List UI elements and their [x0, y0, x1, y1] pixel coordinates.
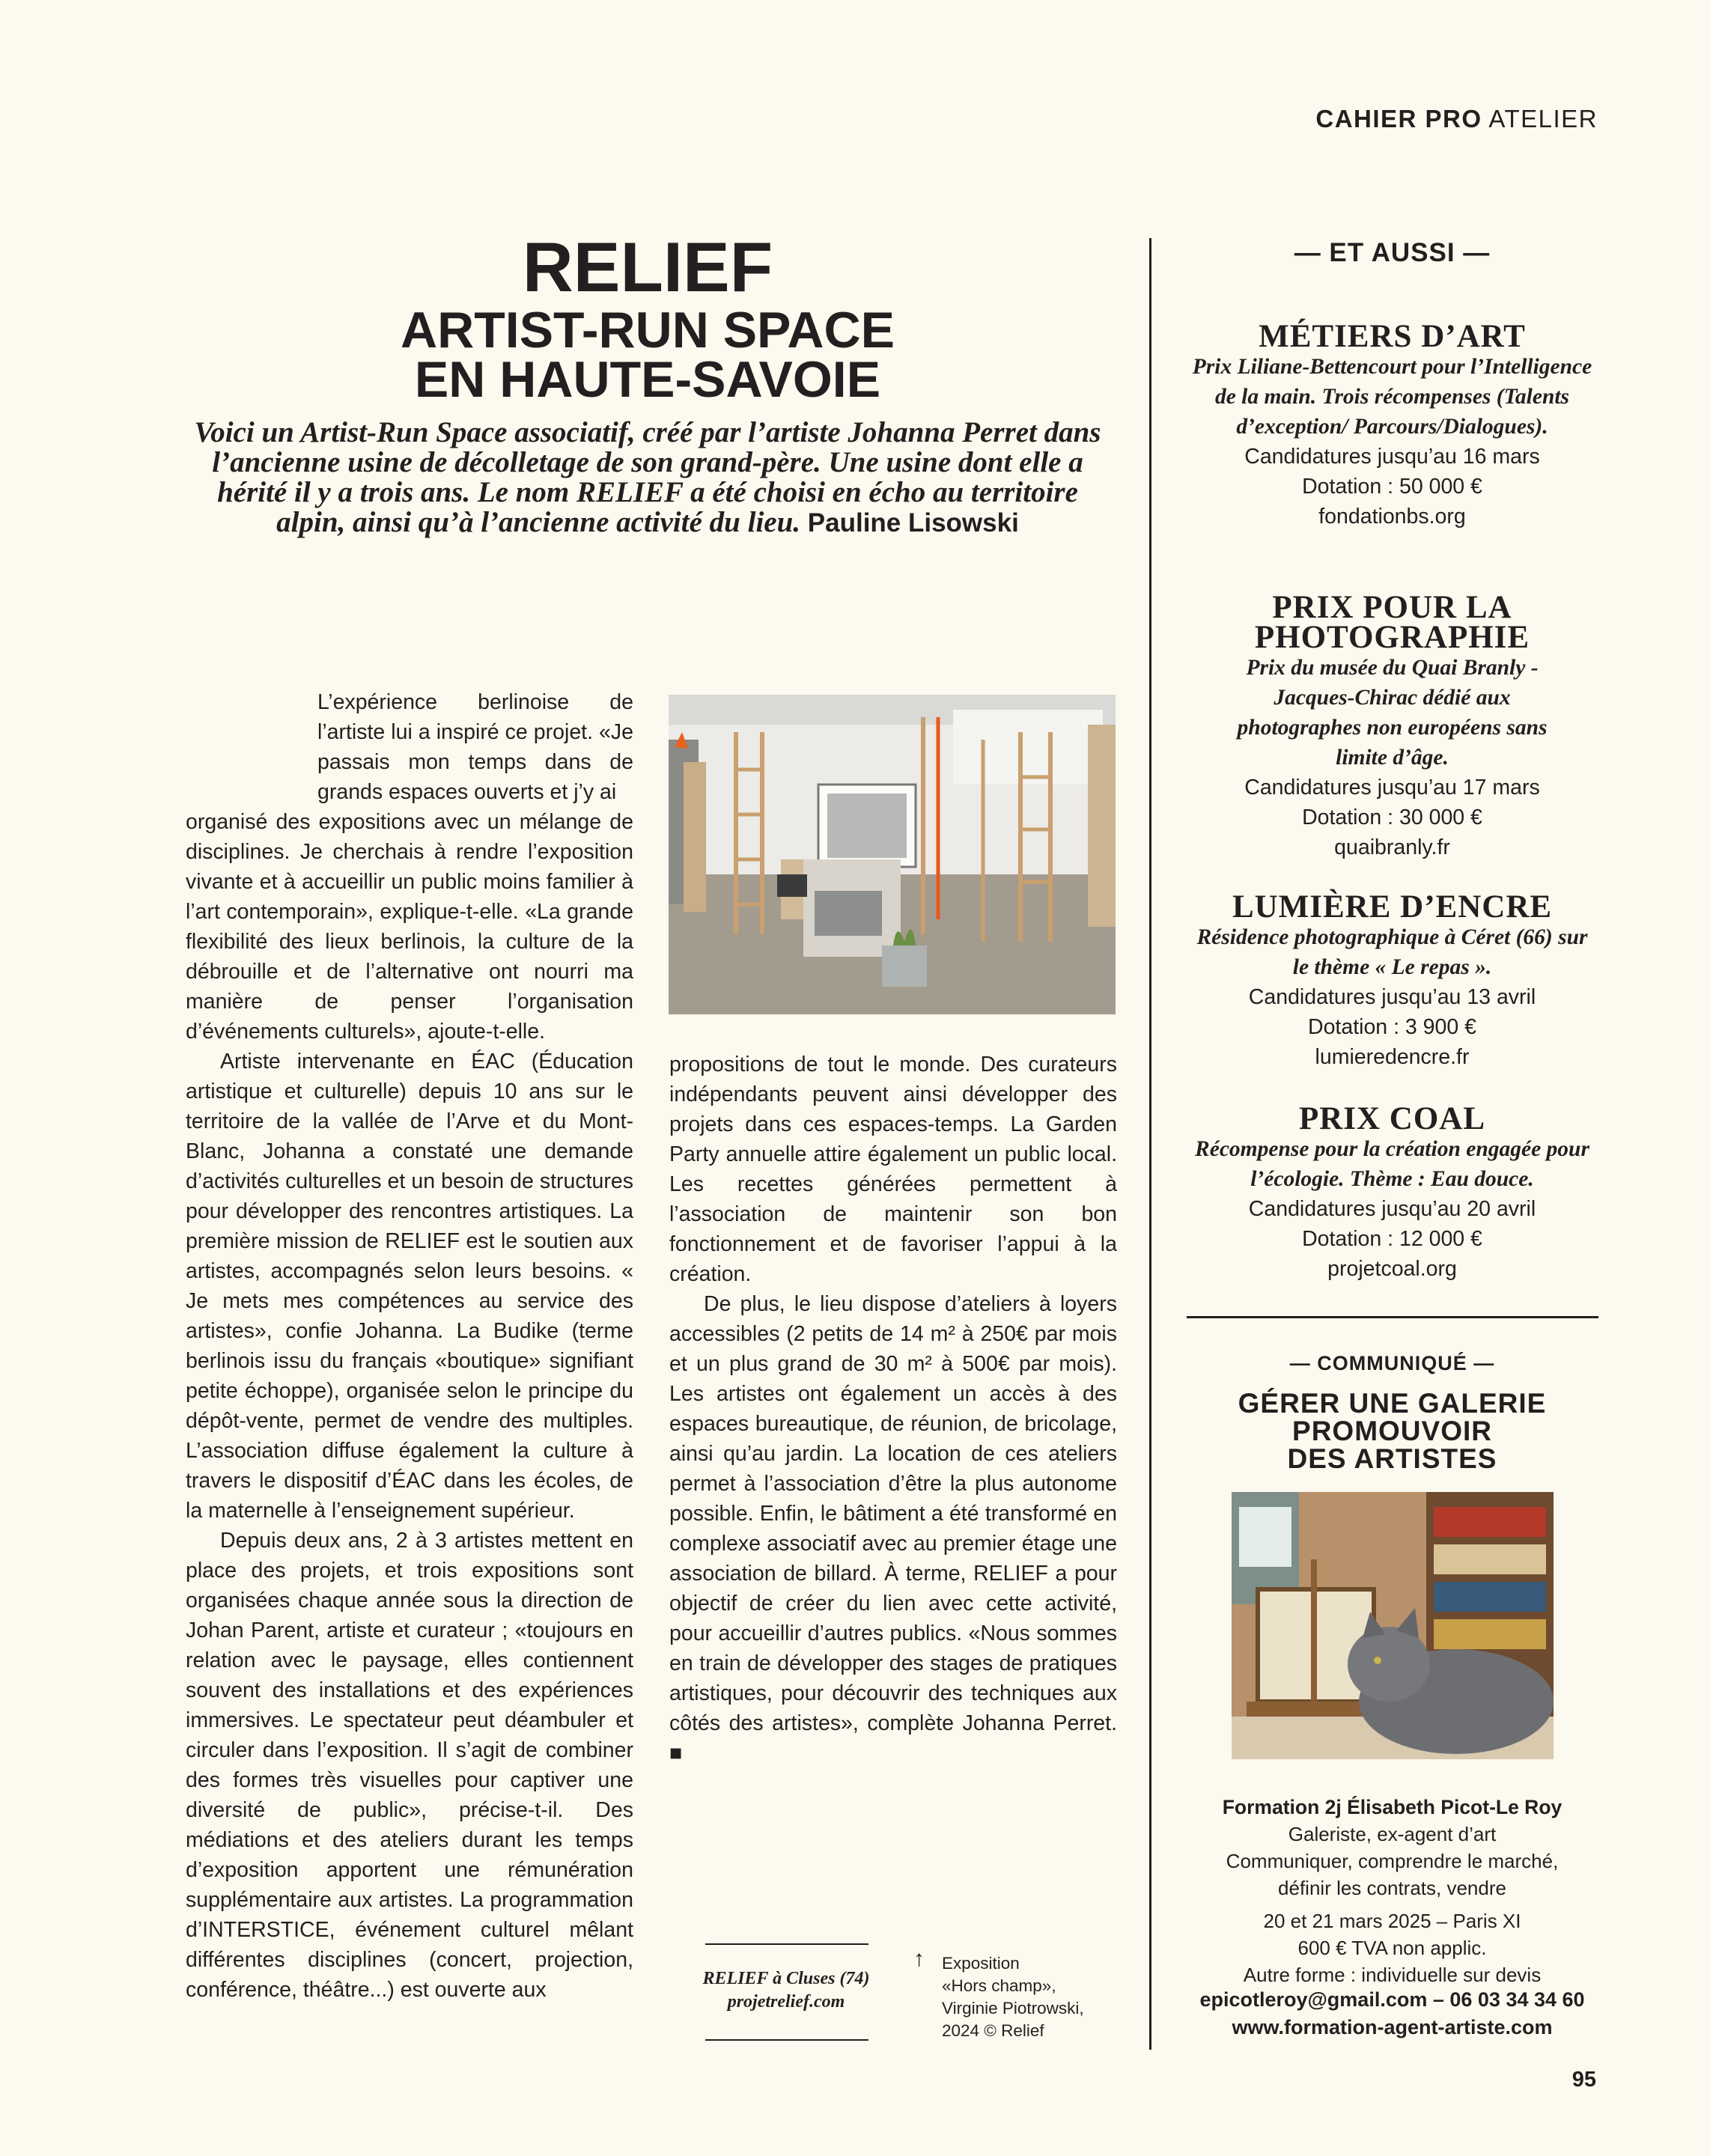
info-rule-bottom [705, 2039, 868, 2041]
sidebar-item-prize: Dotation : 30 000 € [1302, 806, 1482, 829]
sidebar-item-desc: Résidence photographique à Céret (66) sur le thème « Le repas ». [1196, 925, 1588, 979]
venue-location: RELIEF à Cluses (74) [702, 1969, 870, 1988]
sidebar-item [1184, 590, 1600, 862]
venue-website: projetrelief.com [727, 1992, 845, 2012]
formation-price: 600 € TVA non applic. [1297, 1937, 1487, 1959]
caption-line: Virginie Piotrowski, [942, 1999, 1084, 2018]
gallery-cat-photo [1232, 1492, 1554, 1759]
author: Pauline Lisowski [807, 508, 1019, 538]
paragraph: Depuis deux ans, 2 à 3 artistes mettent en place des projets, et trois expositions sont organisées chaque année sous la direction de Johan Parent, artiste et curateur ; «toujours en relation avec le paysage, elles contiennent souvent des installations et des expériences immersives. Le spectateur peut déambuler et circuler dans l’exposition. Il s’agit de combiner des formes très visuelles pour captiver une diversité de public», précise-t-il. Des médiations et des ateliers durant les temps d’exposition apportent une rémunération supplémentaire aux artistes. La programmation d’INTERSTICE, événement culturel mêlant différentes disciplines (concert, projection, conférence, théâtre...) est ouverte aux [186, 1529, 633, 2002]
cat-in-gallery-image [1232, 1492, 1554, 1759]
gallery-installation-image [669, 695, 1116, 1014]
photo-caption [913, 1946, 1084, 2042]
formation-title: Formation 2j Élisabeth Picot-Le Roy [1222, 1796, 1563, 1818]
sidebar-item-url[interactable]: projetcoal.org [1327, 1257, 1457, 1281]
article-subtitle [180, 302, 1116, 408]
sidebar-item-url[interactable]: fondationbs.org [1318, 505, 1466, 529]
sidebar-item-prize: Dotation : 12 000 € [1302, 1227, 1482, 1251]
sidebar-item-desc: Prix du musée du Quai Branly - Jacques-Chirac dédié aux photographes non européens sans limite d’âge. [1237, 656, 1548, 770]
communique-title [1184, 1389, 1600, 1473]
communique-title-line: PROMOUVOIR [1292, 1416, 1492, 1446]
sidebar-item [1184, 319, 1600, 532]
section-header [1315, 105, 1598, 133]
sidebar-item [1184, 1101, 1600, 1284]
lede-text: Voici un Artist-Run Space associatif, créé par l’artiste Johanna Perret dans l’ancienne usine de décolletage de son grand-père. Une usine dont elle a hérité il y a trois ans. Le nom RELIEF a été choisi en écho au territoire alpin, ainsi qu’à l’ancienne activité du lieu. [194, 416, 1101, 538]
exhibition-photo [669, 695, 1116, 1014]
formation-dates: 20 et 21 mars 2025 – Paris XI [1263, 1910, 1521, 1932]
article-column-2 [669, 1050, 1117, 1768]
paragraph: Artiste intervenante en ÉAC (Éducation artistique et culturelle) depuis 10 ans sur le territoire de la vallée de l’Arve et du Mont-Blanc, Johanna a constaté une demande d’activités culturelles et un besoin de structures pour développer des rencontres artistiques. La première mission de RELIEF est le soutien aux artistes, accompagnés selon leurs besoins. « Je mets mes compétences au service des artistes», confie Johanna. La Budike (terme berlinois issu du français «boutique» signifiant petite échoppe), organisée selon le principe du dépôt-vente, permet de vendre des multiples. L’association diffuse également la culture à travers le dispositif d’ÉAC dans les écoles, de la maternelle à l’enseignement supérieur. [186, 1050, 633, 1523]
subtitle-line: ARTIST-RUN SPACE [401, 302, 895, 359]
formation-topics: Communiquer, comprendre le marché, [1226, 1850, 1559, 1872]
sidebar-item-title: LUMIÈRE D’ENCRE [1232, 889, 1553, 925]
sidebar-item-deadline: Candidatures jusqu’au 17 mars [1244, 776, 1540, 800]
article-lede [180, 418, 1116, 538]
page-number: 95 [1571, 2068, 1596, 2092]
sidebar-item [1184, 889, 1600, 1072]
sidebar-item-deadline: Candidatures jusqu’au 13 avril [1248, 985, 1536, 1009]
sidebar-item-title: PRIX POUR LA PHOTOGRAPHIE [1254, 590, 1530, 655]
caption-line: Exposition [942, 1954, 1020, 1973]
article-title: RELIEF [522, 228, 773, 306]
sidebar-heading: — ET AUSSI — [1294, 238, 1491, 267]
paragraph: L’expérience berlinoise de l’artiste lui a inspiré ce projet. «Je passais mon temps dans de grands espaces ouverts et j’y ai [317, 690, 633, 804]
subtitle-line: EN HAUTE-SAVOIE [414, 351, 881, 408]
sidebar-item-url[interactable]: quaibranly.fr [1334, 835, 1450, 859]
sidebar-item-deadline: Candidatures jusqu’au 16 mars [1244, 445, 1540, 469]
formation-contact [1184, 1986, 1600, 2041]
sidebar-item-deadline: Candidatures jusqu’au 20 avril [1248, 1197, 1536, 1221]
formation-details [1184, 1794, 1600, 1988]
paragraph: propositions de tout le monde. Des curateurs indépendants peuvent ainsi développer des projets dans ces espaces-temps. La Garden Party annuelle attire également un public local. Les recettes générées permettent à l’association de maintenir son bon fonctionnement et de favoriser l’appui à la création. [669, 1053, 1117, 1286]
sidebar-item-desc: Récompense pour la création engagée pour l’écologie. Thème : Eau douce. [1195, 1137, 1589, 1191]
venue-info [674, 1967, 898, 2014]
sidebar-item-prize: Dotation : 3 900 € [1308, 1015, 1476, 1039]
sidebar-rule [1187, 1316, 1598, 1318]
sidebar-item-title: MÉTIERS D’ART [1259, 319, 1526, 354]
caption-line: 2024 © Relief [942, 2021, 1044, 2040]
sidebar-item-prize: Dotation : 50 000 € [1302, 475, 1482, 499]
formation-role: Galeriste, ex-agent d’art [1288, 1823, 1497, 1845]
formation-topics: définir les contrats, vendre [1278, 1877, 1506, 1899]
contact-email-phone[interactable]: epicotleroy@gmail.com – 06 03 34 34 60 [1199, 1988, 1585, 2011]
caption-line: «Hors champ», [942, 1976, 1056, 1995]
paragraph: organisé des expositions avec un mélange de disciplines. Je cherchais à rendre l’exposition vivante et à accueillir un public moins familier à l’art contemporain», explique-t-elle. «La grande flexibilité des lieux berlinois, la culture de la débrouille et de l’alternative ont nourri ma manière de penser l’organisation d’événements culturels», ajoute-t-elle. [186, 810, 633, 1044]
column-divider [1149, 238, 1151, 2050]
info-rule-top [705, 1943, 868, 1945]
section-name: CAHIER PRO [1315, 105, 1482, 133]
article-column-1 [186, 687, 633, 2005]
communique-title-line: DES ARTISTES [1287, 1443, 1497, 1474]
sidebar-item-url[interactable]: lumieredencre.fr [1315, 1045, 1470, 1069]
arrow-up-icon: ↑ [913, 1946, 925, 1971]
communique-label: — COMMUNIQUÉ — [1289, 1352, 1495, 1374]
paragraph: De plus, le lieu dispose d’ateliers à loyers accessibles (2 petits de 14 m² à 250€ par mois et un plus grand de 30 m² à 500€ par mois). Les artistes ont également un accès à des espaces bureautique, de réunion, de bricolage, ainsi qu’au jardin. La location de ces ateliers permet à l’association d’être la plus autonome possible. Enfin, le bâtiment a été transformé en complexe associatif avec au premier étage une association de billard. À terme, RELIEF a pour objectif de créer du lien avec cette activité, pour accueillir d’autres publics. «Nous sommes en train de développer des stages de pratiques artistiques, pour découvrir des techniques aux côtés des artistes», complète Johanna Perret. ■ [669, 1292, 1117, 1765]
communique-title-line: GÉRER UNE GALERIE [1238, 1388, 1547, 1419]
sidebar-item-desc: Prix Liliane-Bettencourt pour l’Intelligence de la main. Trois récompenses (Talents d’exception/ Parcours/Dialogues). [1192, 355, 1592, 439]
formation-other: Autre forme : individuelle sur devis [1243, 1964, 1542, 1986]
contact-website[interactable]: www.formation-agent-artiste.com [1232, 2016, 1553, 2038]
subsection-name: ATELIER [1488, 105, 1598, 133]
sidebar-item-title: PRIX COAL [1298, 1101, 1486, 1136]
